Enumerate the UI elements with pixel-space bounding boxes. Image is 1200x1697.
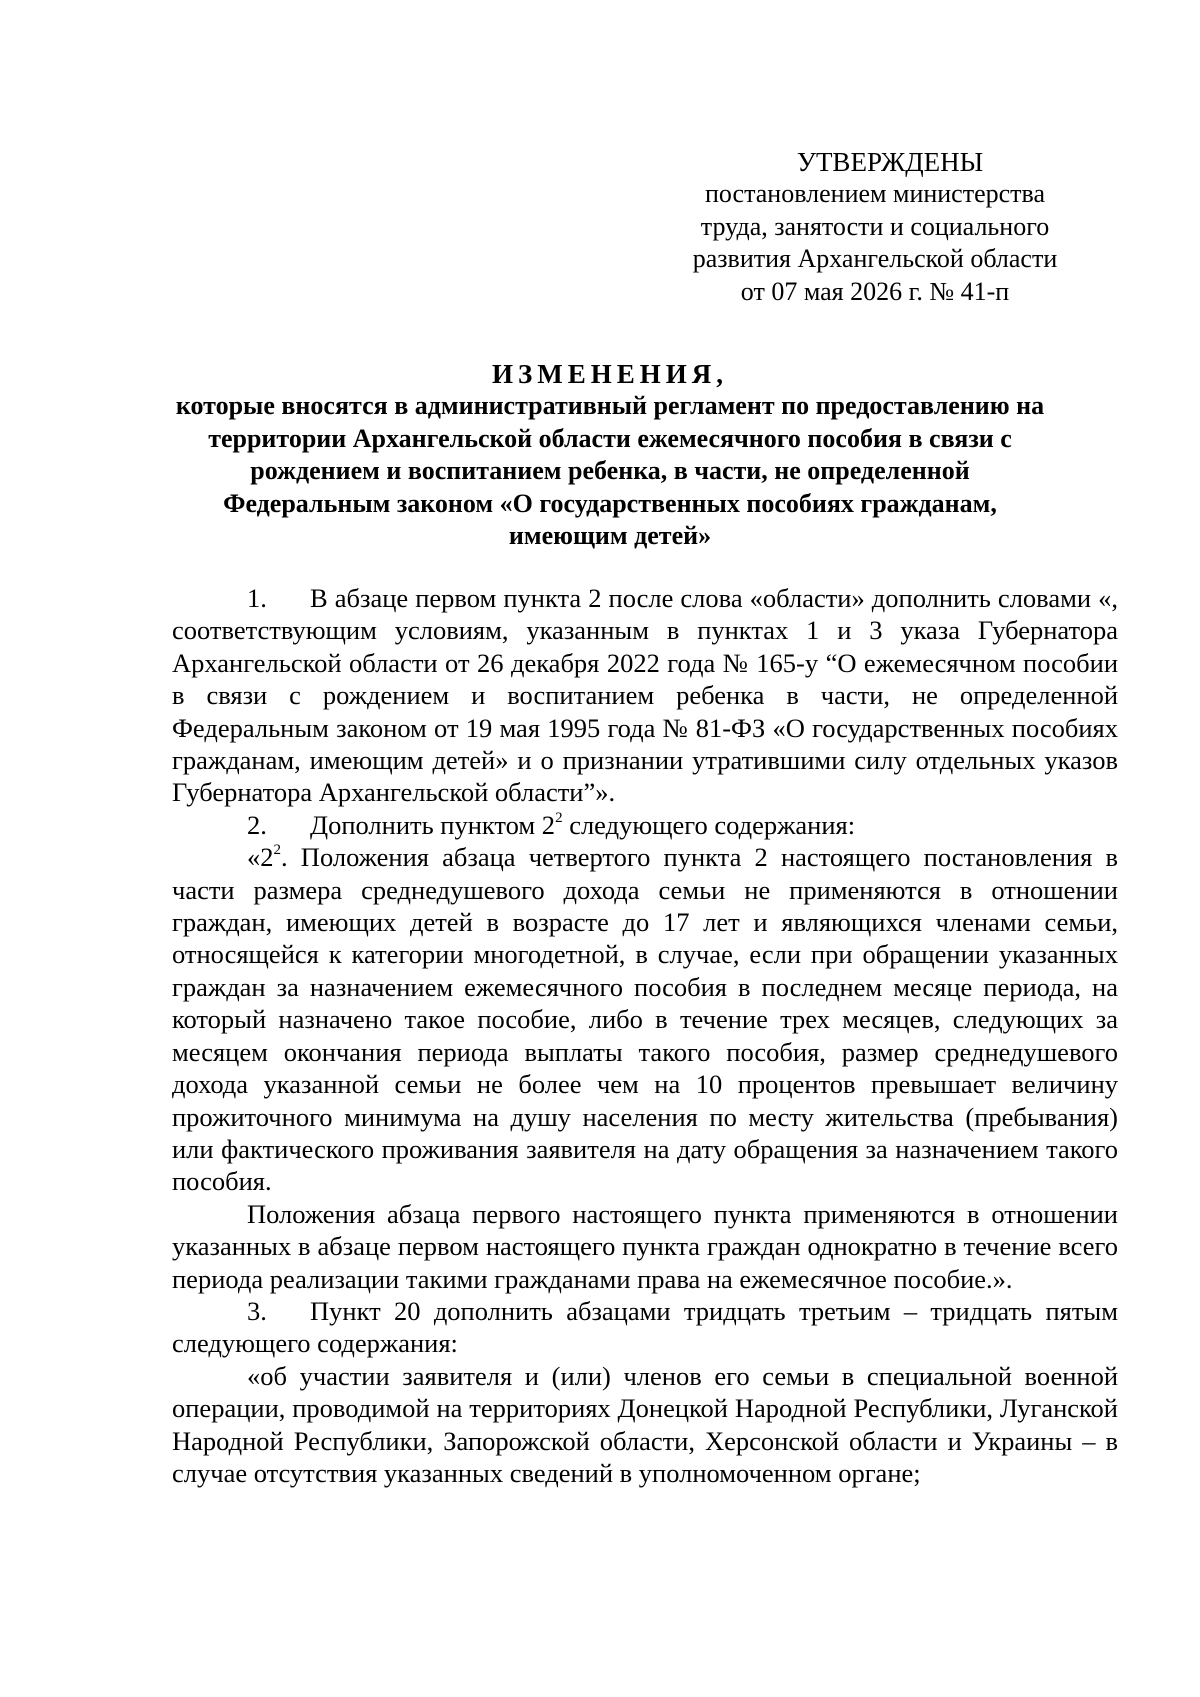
item-2-sup: 2 — [555, 810, 563, 827]
item-2-quote-text: . Положения абзаца четвертого пункта 2 настоящего постановления в части размера среднедушевого дохода семьи не применяются в отношении граждан, имеющих детей в возрасте до 17 лет и являющихся членами семьи, относящейся к категории многодетной, в случае, если при обращении указанных граждан за назначением ежемесячного пособия в последнем месяце периода, на который назначено такое пособие, либо в течение трех месяцев, следующих за месяцем окончания периода выплаты такого пособия, размер среднедушевого дохода указанной семьи не более чем на 10 процентов превышает величину прожиточного минимума на душу населения по месту жительства (пребывания) или фактического проживания заявителя на дату обращения за назначением такого пособия. — [172, 842, 1118, 1197]
item-1-text: В абзаце первом пункта 2 после слова «области» дополнить словами «, соответствующим условиям, указанным в пунктах 1 и 3 указа Губернатора Архангельской области от 26 декабря 2022 года № 165-у “О ежемесячном пособии в связи с рождением и воспитанием ребенка в части, не определенной Федеральным законом от 19 мая 1995 года № 81-ФЗ «О государственных пособиях гражданам, имеющим детей» и о признании утратившими силу отдельных указов Губернатора Архангельской области”». — [172, 583, 1118, 808]
item-2-text-after: следующего содержания: — [562, 809, 856, 840]
approval-heading: УТВЕРЖДЕНЫ — [796, 147, 984, 177]
item-2-quote-sup: 2 — [273, 842, 281, 859]
item-2-second-paragraph: Положения абзаца первого настоящего пункта применяются в отношении указанных в абзаце первом настоящего пункта граждан однократно в течение всего периода реализации такими гражданами права на ежемесячное пособие.». — [172, 1198, 1118, 1294]
item-2-number: 2. — [247, 809, 267, 840]
item-2-paragraph — [172, 809, 1118, 841]
item-3-quote-paragraph: «об участии заявителя и (или) членов его семьи в специальной военной операции, проводимой на территориях Донецкой Народной Республики, Луганской Народной Республики, Запорожской области, Херсонской области и Украины – в случае отсутствия указанных сведений в уполномоченном органе; — [172, 1360, 1118, 1488]
title-subtitle: которые вносятся в административный регламент по предоставлению на территории Архангельской области ежемесячного пособия в связи с рождением и воспитанием ребенка, в части, не определенной Федеральным законом «О государственных пособиях гражданам, имеющим детей» — [175, 391, 1045, 551]
document-body — [172, 582, 1118, 1489]
approval-stamp — [690, 146, 1060, 308]
item-2-quote-paragraph — [172, 841, 1118, 1197]
item-2-quote-prefix: «2 — [247, 842, 274, 873]
approval-line-3: развития Архангельской области — [692, 244, 1058, 274]
item-3-paragraph — [172, 1295, 1118, 1360]
item-3-text: Пункт 20 дополнить абзацами тридцать третьим – тридцать пятым следующего содержания: — [172, 1295, 1118, 1359]
approval-line-2: труда, занятости и социального — [700, 211, 1050, 241]
document-title — [170, 358, 1050, 552]
approval-line-4: от 07 мая 2026 г. № 41-п — [740, 276, 1010, 306]
item-1-number: 1. — [247, 583, 267, 613]
item-3-number: 3. — [247, 1295, 267, 1326]
title-main: ИЗМЕНЕНИЯ, — [491, 359, 728, 389]
approval-line-1: постановлением министерства — [704, 179, 1046, 209]
item-1-paragraph — [172, 582, 1118, 809]
item-2-text-before: Дополнить пунктом 2 — [310, 809, 556, 840]
